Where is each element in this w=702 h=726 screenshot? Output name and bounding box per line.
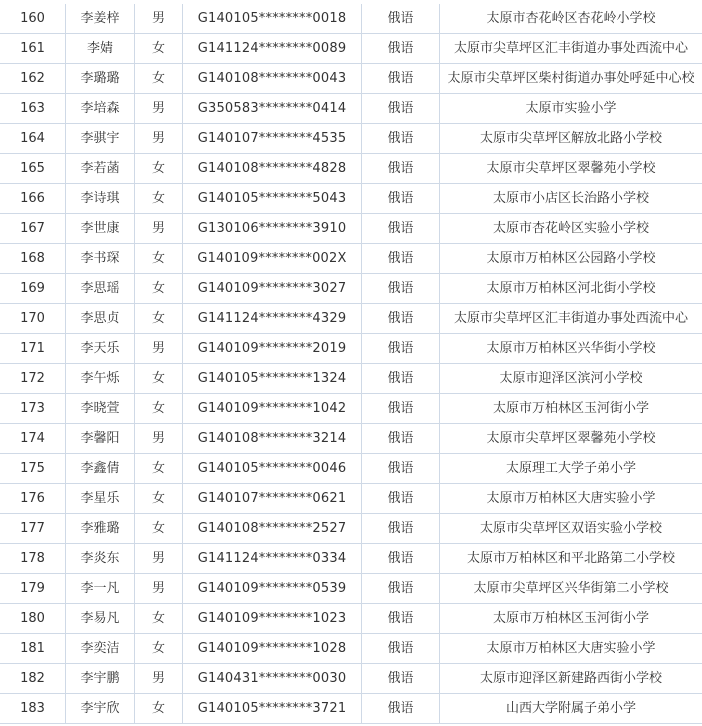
language-cell: 俄语	[362, 334, 440, 364]
student-name-cell: 李婧	[66, 34, 135, 64]
student-name-cell: 李晓萱	[66, 394, 135, 424]
language-cell: 俄语	[362, 514, 440, 544]
student-roster-table	[0, 4, 702, 724]
id-number-cell: G140105********0018	[183, 4, 362, 34]
table-row	[0, 94, 702, 124]
table-row	[0, 34, 702, 64]
row-number-cell: 181	[0, 634, 66, 664]
row-number-cell: 183	[0, 694, 66, 724]
id-number-cell: G350583********0414	[183, 94, 362, 124]
row-number-cell: 162	[0, 64, 66, 94]
school-cell: 太原市尖草坪区翠馨苑小学校	[440, 154, 702, 184]
school-cell: 太原市小店区长治路小学校	[440, 184, 702, 214]
row-number-cell: 166	[0, 184, 66, 214]
gender-cell: 男	[135, 214, 183, 244]
row-number-cell: 175	[0, 454, 66, 484]
table-row	[0, 124, 702, 154]
school-cell: 太原市万柏林区玉河街小学	[440, 604, 702, 634]
table-row	[0, 634, 702, 664]
row-number-cell: 178	[0, 544, 66, 574]
row-number-cell: 160	[0, 4, 66, 34]
language-cell: 俄语	[362, 454, 440, 484]
school-cell: 太原市迎泽区新建路西街小学校	[440, 664, 702, 694]
school-cell: 太原市尖草坪区翠馨苑小学校	[440, 424, 702, 454]
school-cell: 太原市实验小学	[440, 94, 702, 124]
gender-cell: 女	[135, 484, 183, 514]
id-number-cell: G141124********4329	[183, 304, 362, 334]
table-row	[0, 544, 702, 574]
gender-cell: 女	[135, 694, 183, 724]
language-cell: 俄语	[362, 244, 440, 274]
student-name-cell: 李一凡	[66, 574, 135, 604]
id-number-cell: G140105********3721	[183, 694, 362, 724]
gender-cell: 女	[135, 304, 183, 334]
student-name-cell: 李培森	[66, 94, 135, 124]
row-number-cell: 167	[0, 214, 66, 244]
student-name-cell: 李天乐	[66, 334, 135, 364]
school-cell: 太原理工大学子弟小学	[440, 454, 702, 484]
school-cell: 太原市万柏林区大唐实验小学	[440, 634, 702, 664]
gender-cell: 女	[135, 514, 183, 544]
language-cell: 俄语	[362, 34, 440, 64]
language-cell: 俄语	[362, 664, 440, 694]
id-number-cell: G130106********3910	[183, 214, 362, 244]
table-row	[0, 484, 702, 514]
table-row	[0, 454, 702, 484]
gender-cell: 男	[135, 574, 183, 604]
student-name-cell: 李骐宇	[66, 124, 135, 154]
row-number-cell: 161	[0, 34, 66, 64]
school-cell: 太原市尖草坪区柴村街道办事处呼延中心校	[440, 64, 702, 94]
table-row	[0, 214, 702, 244]
row-number-cell: 180	[0, 604, 66, 634]
student-name-cell: 李姜梓	[66, 4, 135, 34]
id-number-cell: G140107********4535	[183, 124, 362, 154]
student-name-cell: 李星乐	[66, 484, 135, 514]
table-row	[0, 334, 702, 364]
table-row	[0, 574, 702, 604]
table-row	[0, 424, 702, 454]
table-row	[0, 514, 702, 544]
gender-cell: 女	[135, 364, 183, 394]
id-number-cell: G140109********1042	[183, 394, 362, 424]
table-row	[0, 184, 702, 214]
row-number-cell: 174	[0, 424, 66, 454]
language-cell: 俄语	[362, 154, 440, 184]
school-cell: 太原市尖草坪区双语实验小学校	[440, 514, 702, 544]
table-row	[0, 604, 702, 634]
id-number-cell: G140109********002X	[183, 244, 362, 274]
row-number-cell: 173	[0, 394, 66, 424]
row-number-cell: 169	[0, 274, 66, 304]
language-cell: 俄语	[362, 574, 440, 604]
id-number-cell: G140109********3027	[183, 274, 362, 304]
id-number-cell: G140109********0539	[183, 574, 362, 604]
language-cell: 俄语	[362, 214, 440, 244]
gender-cell: 男	[135, 4, 183, 34]
gender-cell: 女	[135, 274, 183, 304]
row-number-cell: 164	[0, 124, 66, 154]
school-cell: 太原市万柏林区大唐实验小学	[440, 484, 702, 514]
gender-cell: 男	[135, 124, 183, 154]
language-cell: 俄语	[362, 364, 440, 394]
school-cell: 太原市迎泽区滨河小学校	[440, 364, 702, 394]
gender-cell: 女	[135, 604, 183, 634]
id-number-cell: G141124********0089	[183, 34, 362, 64]
student-name-cell: 李璐璐	[66, 64, 135, 94]
student-name-cell: 李炎东	[66, 544, 135, 574]
table-row	[0, 274, 702, 304]
gender-cell: 女	[135, 454, 183, 484]
id-number-cell: G140108********3214	[183, 424, 362, 454]
id-number-cell: G140107********0621	[183, 484, 362, 514]
student-name-cell: 李诗琪	[66, 184, 135, 214]
student-name-cell: 李馨阳	[66, 424, 135, 454]
roster-body	[0, 4, 702, 724]
school-cell: 太原市杏花岭区杏花岭小学校	[440, 4, 702, 34]
id-number-cell: G140431********0030	[183, 664, 362, 694]
language-cell: 俄语	[362, 4, 440, 34]
gender-cell: 男	[135, 664, 183, 694]
school-cell: 太原市万柏林区玉河街小学	[440, 394, 702, 424]
school-cell: 太原市尖草坪区汇丰街道办事处西流中心	[440, 34, 702, 64]
row-number-cell: 165	[0, 154, 66, 184]
table-row	[0, 244, 702, 274]
student-name-cell: 李思贞	[66, 304, 135, 334]
student-name-cell: 李若菡	[66, 154, 135, 184]
school-cell: 太原市尖草坪区兴华街第二小学校	[440, 574, 702, 604]
id-number-cell: G140108********2527	[183, 514, 362, 544]
id-number-cell: G140105********5043	[183, 184, 362, 214]
student-name-cell: 李书琛	[66, 244, 135, 274]
language-cell: 俄语	[362, 394, 440, 424]
gender-cell: 男	[135, 544, 183, 574]
table-row	[0, 64, 702, 94]
table-row	[0, 304, 702, 334]
school-cell: 太原市尖草坪区解放北路小学校	[440, 124, 702, 154]
row-number-cell: 182	[0, 664, 66, 694]
row-number-cell: 176	[0, 484, 66, 514]
language-cell: 俄语	[362, 424, 440, 454]
gender-cell: 女	[135, 394, 183, 424]
row-number-cell: 171	[0, 334, 66, 364]
gender-cell: 女	[135, 634, 183, 664]
gender-cell: 女	[135, 154, 183, 184]
row-number-cell: 177	[0, 514, 66, 544]
school-cell: 太原市万柏林区河北街小学校	[440, 274, 702, 304]
row-number-cell: 163	[0, 94, 66, 124]
row-number-cell: 172	[0, 364, 66, 394]
student-name-cell: 李鑫倩	[66, 454, 135, 484]
language-cell: 俄语	[362, 634, 440, 664]
language-cell: 俄语	[362, 544, 440, 574]
language-cell: 俄语	[362, 64, 440, 94]
id-number-cell: G140105********0046	[183, 454, 362, 484]
id-number-cell: G141124********0334	[183, 544, 362, 574]
student-name-cell: 李世康	[66, 214, 135, 244]
language-cell: 俄语	[362, 304, 440, 334]
id-number-cell: G140108********0043	[183, 64, 362, 94]
id-number-cell: G140105********1324	[183, 364, 362, 394]
gender-cell: 女	[135, 34, 183, 64]
language-cell: 俄语	[362, 694, 440, 724]
student-name-cell: 李易凡	[66, 604, 135, 634]
table-row	[0, 394, 702, 424]
id-number-cell: G140109********1028	[183, 634, 362, 664]
gender-cell: 女	[135, 244, 183, 274]
language-cell: 俄语	[362, 274, 440, 304]
school-cell: 太原市万柏林区公园路小学校	[440, 244, 702, 274]
language-cell: 俄语	[362, 124, 440, 154]
id-number-cell: G140109********1023	[183, 604, 362, 634]
school-cell: 太原市万柏林区兴华街小学校	[440, 334, 702, 364]
table-row	[0, 4, 702, 34]
language-cell: 俄语	[362, 184, 440, 214]
row-number-cell: 179	[0, 574, 66, 604]
gender-cell: 男	[135, 334, 183, 364]
table-row	[0, 364, 702, 394]
table-row	[0, 664, 702, 694]
gender-cell: 男	[135, 94, 183, 124]
gender-cell: 女	[135, 184, 183, 214]
table-row	[0, 154, 702, 184]
table-row	[0, 694, 702, 724]
row-number-cell: 168	[0, 244, 66, 274]
student-name-cell: 李宇鹏	[66, 664, 135, 694]
student-name-cell: 李奕洁	[66, 634, 135, 664]
language-cell: 俄语	[362, 94, 440, 124]
student-name-cell: 李思瑶	[66, 274, 135, 304]
school-cell: 太原市杏花岭区实验小学校	[440, 214, 702, 244]
student-name-cell: 李雅璐	[66, 514, 135, 544]
id-number-cell: G140109********2019	[183, 334, 362, 364]
gender-cell: 男	[135, 424, 183, 454]
school-cell: 太原市万柏林区和平北路第二小学校	[440, 544, 702, 574]
row-number-cell: 170	[0, 304, 66, 334]
student-name-cell: 李午烁	[66, 364, 135, 394]
school-cell: 山西大学附属子弟小学	[440, 694, 702, 724]
student-name-cell: 李宇欣	[66, 694, 135, 724]
language-cell: 俄语	[362, 604, 440, 634]
school-cell: 太原市尖草坪区汇丰街道办事处西流中心	[440, 304, 702, 334]
gender-cell: 女	[135, 64, 183, 94]
language-cell: 俄语	[362, 484, 440, 514]
id-number-cell: G140108********4828	[183, 154, 362, 184]
